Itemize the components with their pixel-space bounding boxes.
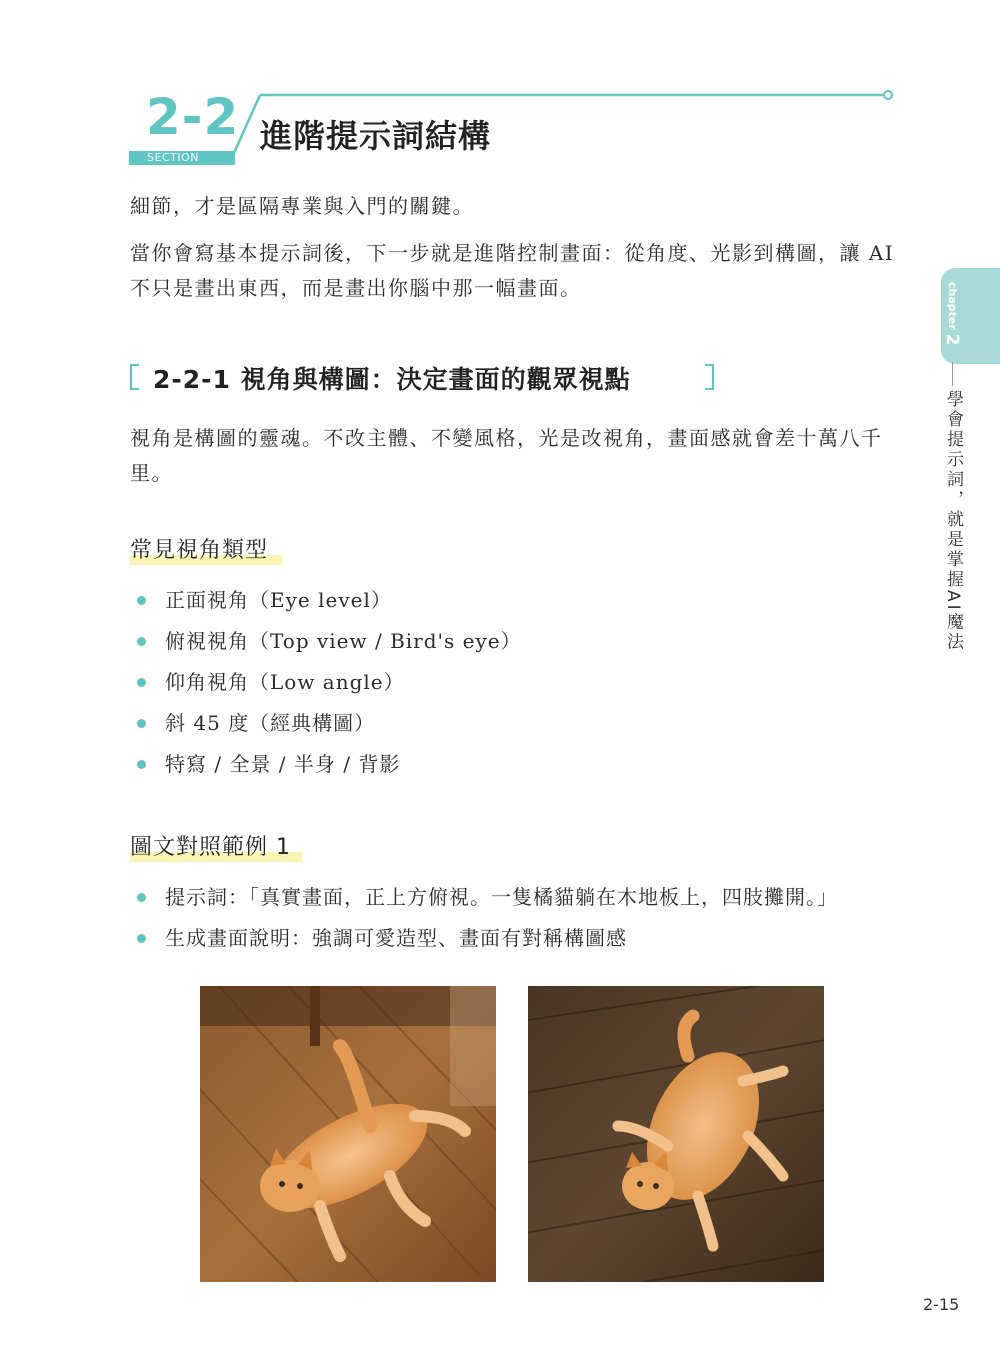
list-item-text: 生成畫面說明：強調可愛造型、畫面有對稱構圖感 (165, 926, 627, 950)
list-item (137, 668, 522, 709)
bullet-icon (137, 719, 146, 728)
intro-paragraph: 當你會寫基本提示詞後，下一步就是進階控制畫面：從角度、光影到構圖，讓 AI 不只是畫出東西，而是畫出你腦中那一幅畫面。 (130, 241, 895, 300)
list-item-text: 仰角視角（Low angle） (165, 670, 405, 694)
list-item (137, 709, 522, 750)
bullet-icon (137, 637, 146, 646)
section-label: SECTION (129, 151, 235, 165)
list-item (137, 883, 838, 924)
chapter-number: 2 (942, 333, 962, 346)
example-heading: 圖文對照範例 1 (130, 835, 291, 860)
common-angles-heading: 常見視角類型 (130, 538, 269, 563)
bullet-icon (137, 934, 146, 943)
example-photo-left (200, 986, 496, 1282)
list-item (137, 586, 522, 627)
subsection-title: 2-2-1 視角與構圖：決定畫面的觀眾視點 (153, 365, 631, 394)
list-item-text: 特寫 / 全景 / 半身 / 背影 (165, 752, 401, 776)
common-angles-list (137, 586, 522, 791)
list-item-text: 提示詞：「真實畫面，正上方俯視。一隻橘貓躺在木地板上，四肢攤開。」 (165, 885, 838, 909)
list-item (137, 627, 522, 668)
chapter-label (942, 282, 962, 345)
chapter-divider (952, 362, 953, 386)
section-number: 2-2 (146, 88, 240, 146)
bullet-icon (137, 893, 146, 902)
section-title: 進階提示詞結構 (260, 117, 492, 155)
bullet-icon (137, 678, 146, 687)
bullet-icon (137, 760, 146, 769)
chapter-word: chapter (946, 282, 959, 330)
subsection-bracket-left (130, 364, 139, 390)
example-list (137, 883, 838, 965)
list-item-text: 俯視視角（Top view / Bird's eye） (165, 629, 522, 653)
list-item-text: 斜 45 度（經典構圖） (165, 711, 376, 735)
chapter-title: 學會提示詞，就是掌握AI魔法 (943, 390, 963, 653)
example-photo-right (528, 986, 824, 1282)
intro-line: 細節，才是區隔專業與入門的關鍵。 (130, 194, 474, 218)
list-item (137, 924, 838, 965)
list-item (137, 750, 522, 791)
bullet-icon (137, 596, 146, 605)
subsection-body: 視角是構圖的靈魂。不改主體、不變風格，光是改視角，畫面感就會差十萬八千里。 (130, 426, 883, 485)
list-item-text: 正面視角（Eye level） (165, 588, 392, 612)
page-number: 2-15 (923, 1295, 960, 1314)
subsection-bracket-right (705, 364, 714, 390)
